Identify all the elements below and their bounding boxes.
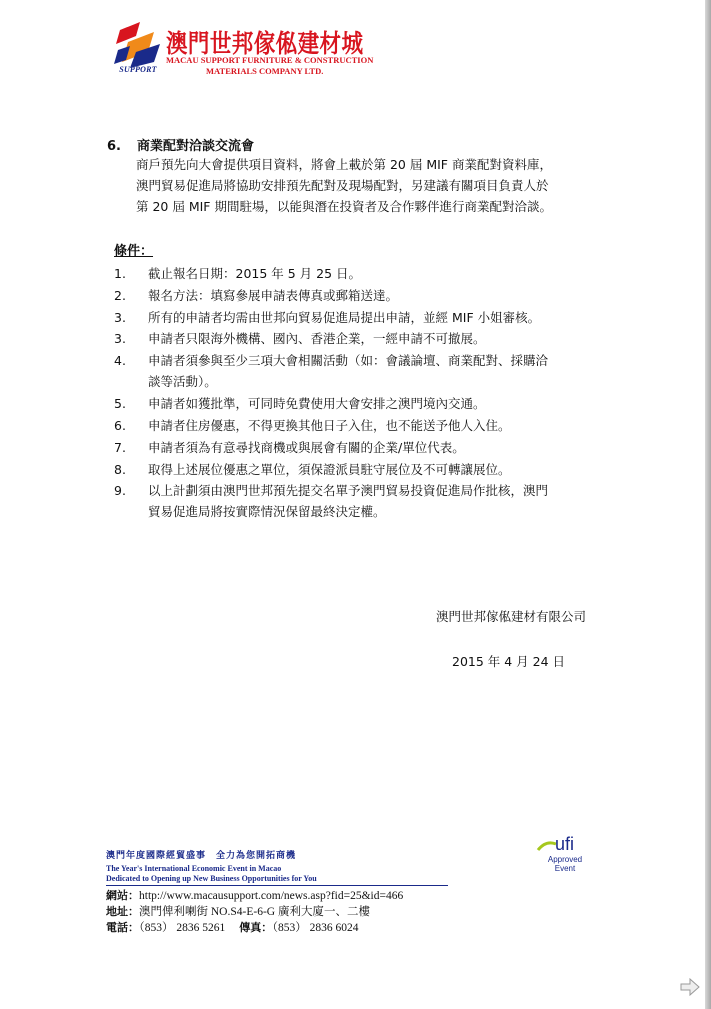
fax-label: 傳真： xyxy=(239,921,273,934)
logo-word: SUPPORT xyxy=(119,65,157,74)
condition-number: 9. xyxy=(114,483,126,498)
condition-text: 貿易促進局將按實際情況保留最終決定權。 xyxy=(148,504,386,519)
condition-item xyxy=(114,328,604,349)
company-name-en-line2: MATERIALS COMPANY LTD. xyxy=(206,66,324,76)
ufi-line2: Event xyxy=(554,864,576,873)
paragraph-line: 商戶預先向大會提供項目資料，將會上載於第 20 屆 MIF 商業配對資料庫， xyxy=(136,157,552,172)
signature-date: 2015 年 4 月 24 日 xyxy=(452,654,566,669)
condition-text: 申請者如獲批準，可同時免費使用大會安排之澳門境內交通。 xyxy=(148,396,486,411)
ufi-logo: ufi xyxy=(555,834,575,854)
footer-phone-row xyxy=(106,919,359,935)
ufi-approved-label xyxy=(542,855,588,873)
company-name-zh: 澳門世邦傢俬建材城 xyxy=(166,29,364,58)
footer-slogan-en-line1: The Year's International Economic Event in Macao xyxy=(106,864,282,873)
condition-item xyxy=(114,459,604,480)
condition-text: 取得上述展位優惠之單位，須保證派員駐守展位及不可轉讓展位。 xyxy=(148,462,511,477)
condition-number: 4. xyxy=(114,353,126,368)
condition-number: 2. xyxy=(114,288,126,303)
condition-text: 截止報名日期：2015 年 5 月 25 日。 xyxy=(148,266,362,281)
section-paragraph xyxy=(136,154,606,217)
footer-website-row xyxy=(106,887,403,903)
condition-item xyxy=(114,415,604,436)
condition-number: 6. xyxy=(114,418,126,433)
condition-item xyxy=(114,285,604,306)
footer-divider xyxy=(106,885,448,886)
website-link[interactable]: http://www.macausupport.com/news.asp?fid=25&id=466 xyxy=(139,890,404,902)
company-name-en-line1: MACAU SUPPORT FURNITURE & CONSTRUCTION xyxy=(166,55,374,65)
condition-number: 8. xyxy=(114,462,126,477)
condition-item xyxy=(114,350,604,392)
footer-slogan-zh: 澳門年度國際經貿盛事 全力為您開拓商機 xyxy=(106,851,297,861)
ufi-line1: Approved xyxy=(547,855,583,864)
next-page-arrow-icon[interactable] xyxy=(680,978,700,996)
condition-text: 談等活動）。 xyxy=(148,374,217,389)
signature-company: 澳門世邦傢俬建材有限公司 xyxy=(436,609,587,624)
condition-text: 以上計劃須由澳門世邦預先提交名單予澳門貿易投資促進局作批核，澳門 xyxy=(148,483,549,498)
paragraph-line: 第 20 屆 MIF 期間駐場，以能與潛在投資者及合作夥伴進行商業配對洽談。 xyxy=(136,199,552,214)
website-label: 網站： xyxy=(106,889,139,902)
condition-item xyxy=(114,480,604,522)
condition-text: 申請者住房優惠，不得更換其他日子入住，也不能送予他人入住。 xyxy=(148,418,511,433)
footer-address-row xyxy=(106,903,370,919)
condition-item xyxy=(114,263,604,284)
footer-slogan-en-line2: Dedicated to Opening up New Business Opportunities for You xyxy=(106,874,317,883)
conditions-title: 條件： xyxy=(114,244,154,259)
section-number: 6. xyxy=(107,139,121,154)
condition-item xyxy=(114,307,604,328)
section-heading xyxy=(107,135,254,154)
paragraph-line: 澳門貿易促進局將協助安排預先配對及現場配對，另建議有關項目負責人於 xyxy=(136,178,549,193)
condition-text: 申請者須為有意尋找商機或與展會有關的企業/單位代表。 xyxy=(148,440,465,455)
condition-number: 3. xyxy=(114,310,126,325)
condition-item xyxy=(114,437,604,458)
condition-text: 報名方法：填寫參展申請表傳真或郵箱送達。 xyxy=(148,288,399,303)
phone-text: （853） 2836 5261 xyxy=(139,922,226,934)
condition-text: 所有的申請者均需由世邦向貿易促進局提出申請，並經 MIF 小姐審核。 xyxy=(148,310,541,325)
condition-number: 1. xyxy=(114,266,126,281)
section-title: 商業配對洽談交流會 xyxy=(137,139,255,154)
address-text: 澳門俾利喇街 NO.S4-E-6-G 廣利大廈一、二樓 xyxy=(139,906,370,918)
condition-text: 申請者只限海外機構、國內、香港企業，一經申請不可撤展。 xyxy=(148,331,486,346)
page-edge-shadow xyxy=(705,0,711,1009)
condition-text: 申請者須參與至少三項大會相關活動（如：會議論壇、商業配對、採購洽 xyxy=(148,353,549,368)
address-label: 地址： xyxy=(106,905,139,918)
condition-number: 3. xyxy=(114,331,126,346)
condition-number: 5. xyxy=(114,396,126,411)
condition-number: 7. xyxy=(114,440,126,455)
fax-text: （853） 2836 6024 xyxy=(272,922,359,934)
condition-item xyxy=(114,393,604,414)
phone-label: 電話： xyxy=(106,921,139,934)
